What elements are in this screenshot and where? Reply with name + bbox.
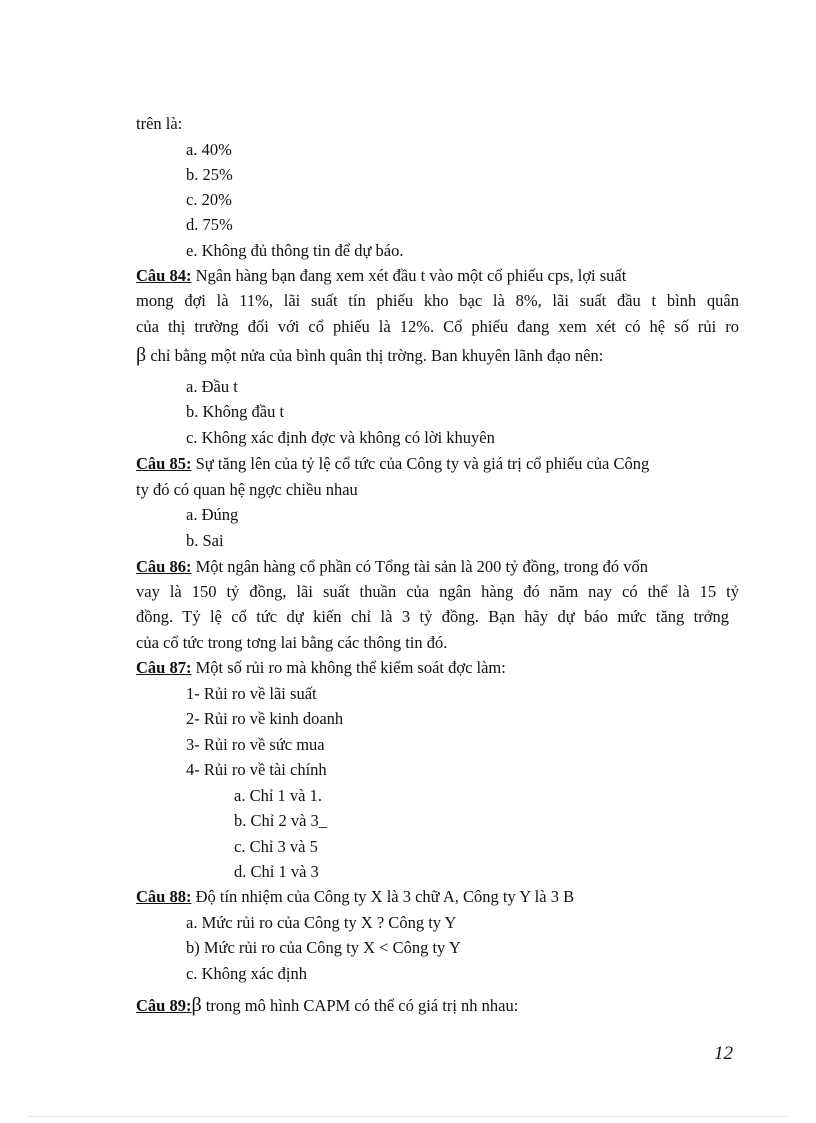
q85-label: Câu 85:	[136, 454, 192, 473]
q86-line-4: của cổ tức trong tơng lai bằng các thông tin đó.	[136, 633, 448, 652]
q84-line-2: mong đợi là 11%, lãi suất tín phiếu kho bạc là 8%, lãi suất đầu t bình quân	[136, 291, 739, 310]
q84-line-3: của thị trường đối với cổ phiếu là 12%. Cổ phiếu đang xem xét có hệ số rủi ro	[136, 317, 739, 336]
q84-option-b: b. Không đầu t	[186, 402, 285, 421]
q86-line-1	[136, 556, 739, 578]
q89-text: trong mô hình CAPM có thể có giá trị nh nhau:	[201, 996, 519, 1015]
q87-line-1	[136, 657, 506, 679]
q85-text-1: Sự tăng lên của tỷ lệ cổ tức của Công ty và giá trị cổ phiếu của Công	[191, 454, 650, 473]
q88-label: Câu 88:	[136, 887, 192, 906]
q83-intro: trên là:	[136, 114, 183, 133]
q83-option-d: d. 75%	[186, 215, 233, 234]
q83-option-c: c. 20%	[186, 190, 232, 209]
page-number: 12	[714, 1043, 733, 1064]
q84-text-4: chỉ bằng một nửa của bình quân thị trờng. Ban khuyên lãnh đạo nên:	[146, 346, 604, 365]
q87-option-b: b. Chỉ 2 và 3_	[234, 811, 328, 830]
q85-line-1	[136, 453, 739, 475]
q85-option-a: a. Đúng	[186, 505, 239, 524]
beta-symbol: β	[136, 344, 147, 366]
q83-option-a: a. 40%	[186, 140, 232, 159]
q88-text: Độ tín nhiệm của Công ty X là 3 chữ A, Công ty Y là 3 B	[191, 887, 575, 906]
q84-line-1	[136, 265, 739, 287]
q84-label: Câu 84:	[136, 266, 192, 285]
q84-option-c: c. Không xác định đợc và không có lời khuyên	[186, 428, 495, 447]
q84-line-4	[136, 344, 603, 367]
footer-divider	[28, 1116, 788, 1117]
q87-item-2: 2- Rủi ro về kinh doanh	[186, 709, 344, 728]
q87-option-c: c. Chỉ 3 và 5	[234, 837, 318, 856]
q88-option-a: a. Mức rủi ro của Công ty X ? Công ty Y	[186, 913, 457, 932]
beta-symbol: β	[191, 994, 202, 1016]
q88-line-1	[136, 886, 574, 908]
q83-option-b: b. 25%	[186, 165, 233, 184]
q87-option-d: d. Chỉ 1 và 3	[234, 862, 319, 881]
q85-option-b: b. Sai	[186, 531, 224, 550]
q85-line-2: ty đó có quan hệ ngợc chiều nhau	[136, 480, 358, 499]
q88-option-b: b) Mức rủi ro của Công ty X < Công ty Y	[186, 938, 461, 957]
q83-option-e: e. Không đủ thông tin để dự báo.	[186, 241, 404, 260]
q87-item-3: 3- Rủi ro về sức mua	[186, 735, 325, 754]
q87-item-4: 4- Rủi ro về tài chính	[186, 760, 327, 779]
q89-line-1	[136, 994, 518, 1017]
q86-line-2: vay là 150 tỷ đồng, lãi suất thuần của ngân hàng đó năm nay có thể là 15 tỷ	[136, 582, 739, 601]
q86-line-3: đồng. Tỷ lệ cổ tức dự kiến chỉ là 3 tỷ đồng. Bạn hãy dự báo mức tăng trởng	[136, 607, 729, 626]
q87-label: Câu 87:	[136, 658, 192, 677]
q86-text-1: Một ngân hàng cổ phần có Tổng tài sản là 200 tỷ đồng, trong đó vốn	[191, 557, 649, 576]
q84-text-1: Ngân hàng bạn đang xem xét đầu t vào một cổ phiếu cps, lợi suất	[191, 266, 627, 285]
q87-item-1: 1- Rủi ro về lãi suất	[186, 684, 317, 703]
q88-option-c: c. Không xác định	[186, 964, 307, 983]
q87-text: Một số rủi ro mà không thể kiểm soát đợc làm:	[191, 658, 506, 677]
q84-option-a: a. Đầu t	[186, 377, 238, 396]
q87-option-a: a. Chỉ 1 và 1.	[234, 786, 322, 805]
q89-label: Câu 89:	[136, 996, 192, 1015]
q86-label: Câu 86:	[136, 557, 192, 576]
